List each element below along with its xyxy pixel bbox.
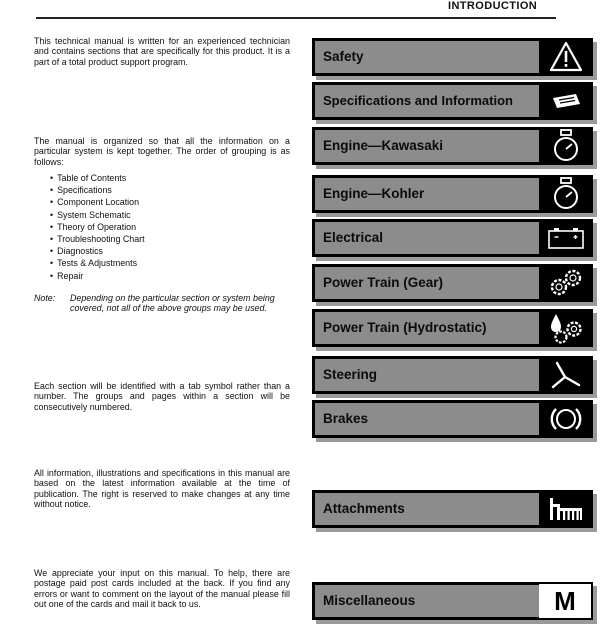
intro-paragraph: This technical manual is written for an experienced technician and contains sections that are specifically for this product. It is a part of a total product support program. — [34, 36, 290, 67]
tab-label: Power Train (Gear) — [315, 267, 539, 299]
tab-power-train-hydrostatic[interactable] — [312, 309, 593, 347]
list-item: • Tests & Adjustments — [50, 257, 145, 269]
list-item: • Troubleshooting Chart — [50, 233, 145, 245]
m-letter-icon — [539, 584, 591, 618]
header-rule — [36, 17, 556, 19]
engine-gauge-icon — [539, 175, 593, 213]
feedback-paragraph: We appreciate your input on this manual. To help, there are postage paid post cards included at the back. If you find any errors or want to comment on the layout of the manual please fill out one of the cards and mail it back to us. — [34, 568, 290, 610]
warning-triangle-icon — [539, 38, 593, 76]
battery-icon — [539, 219, 593, 257]
tab-label: Specifications and Information — [315, 85, 539, 117]
list-item: • Repair — [50, 270, 145, 282]
list-item: • Theory of Operation — [50, 221, 145, 233]
information-paragraph: All information, illustrations and specifications in this manual are based on the latest information available at the time of publication. The right is reserved to make changes at any time without notice. — [34, 468, 290, 510]
attachment-icon — [539, 490, 593, 528]
steering-icon — [539, 356, 593, 394]
list-item: • Specifications — [50, 184, 145, 196]
tab-label: Attachments — [315, 493, 539, 525]
group-list — [50, 172, 145, 282]
tab-electrical[interactable] — [312, 219, 593, 257]
tab-label: Power Train (Hydrostatic) — [315, 312, 539, 344]
list-item: • Diagnostics — [50, 245, 145, 257]
tab-label: Electrical — [315, 222, 539, 254]
list-item: • System Schematic — [50, 209, 145, 221]
tab-miscellaneous[interactable] — [312, 582, 593, 620]
section-header-title: INTRODUCTION — [448, 0, 538, 12]
list-item: • Component Location — [50, 196, 145, 208]
tab-engine-kawasaki[interactable] — [312, 127, 593, 165]
tab-label: Engine—Kohler — [315, 178, 539, 210]
tab-power-train-gear[interactable] — [312, 264, 593, 302]
list-item: • Table of Contents — [50, 172, 145, 184]
identification-paragraph: Each section will be identified with a tab symbol rather than a number. The groups and pages within a section will be consecutively numbered. — [34, 381, 290, 412]
note-text: Depending on the particular section or system being covered, not all of the above groups may be used. — [70, 293, 275, 314]
specifications-card-icon — [539, 82, 593, 120]
tab-label: Brakes — [315, 403, 539, 435]
tab-label: Miscellaneous — [315, 585, 539, 617]
hydrostatic-gears-icon — [539, 309, 593, 347]
tab-attachments[interactable] — [312, 490, 593, 528]
tab-label: Engine—Kawasaki — [315, 130, 539, 162]
note-label: Note: — [34, 293, 56, 303]
organization-paragraph: The manual is organized so that all the information on a particular system is kept together. The order of grouping is as follows: — [34, 136, 290, 167]
tab-steering[interactable] — [312, 356, 593, 394]
tab-engine-kohler[interactable] — [312, 175, 593, 213]
brake-drum-icon — [539, 400, 593, 438]
tab-specifications-and-information[interactable] — [312, 82, 593, 120]
engine-gauge-icon — [539, 127, 593, 165]
gears-icon — [539, 264, 593, 302]
tab-label: Steering — [315, 359, 539, 391]
m-letter: M — [554, 586, 576, 616]
tab-safety[interactable] — [312, 38, 593, 76]
tab-label: Safety — [315, 41, 539, 73]
tab-brakes[interactable] — [312, 400, 593, 438]
